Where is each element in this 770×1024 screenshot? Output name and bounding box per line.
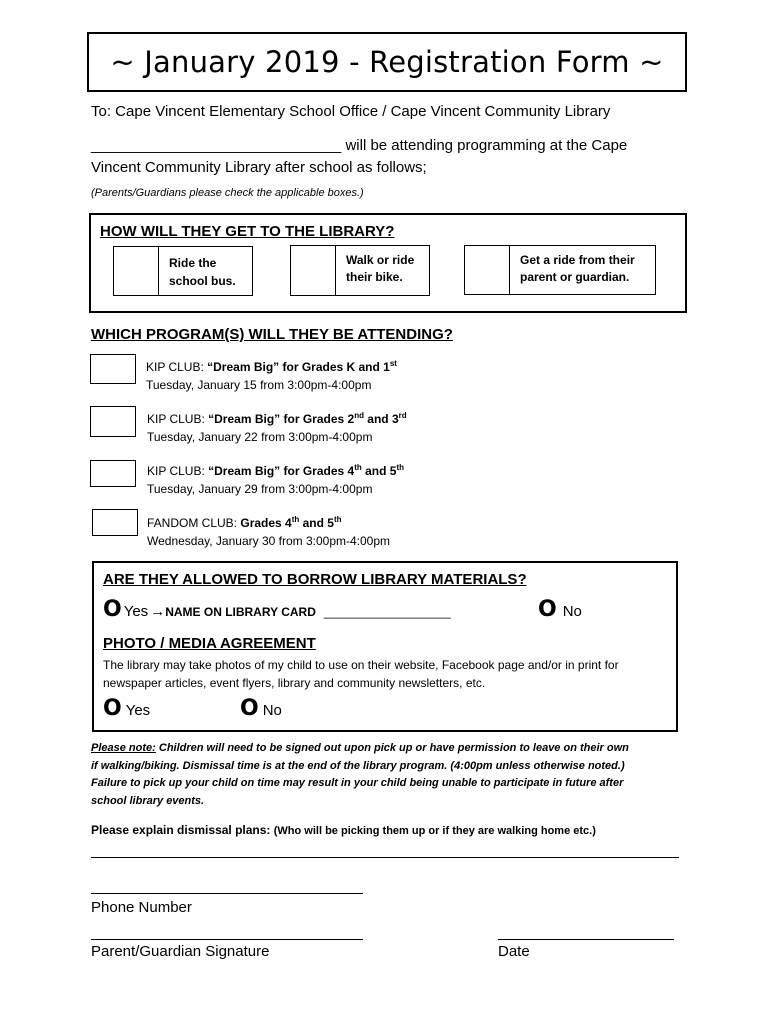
programs-heading: WHICH PROGRAM(S) WILL THEY BE ATTENDING? xyxy=(91,326,453,343)
page-title: ~ January 2019 - Registration Form ~ xyxy=(110,45,664,79)
transport-heading: HOW WILL THEY GET TO THE LIBRARY? xyxy=(100,223,395,240)
program-item-4: FANDOM CLUB: Grades 4th and 5th Wednesday, January 30 from 3:00pm-4:00pm xyxy=(147,515,391,548)
borrow-no-row xyxy=(538,597,582,622)
program-date-3: Tuesday, January 29 from 3:00pm-4:00pm xyxy=(147,482,373,496)
signature-label: Parent/Guardian Signature xyxy=(91,943,270,960)
dismissal-note: Please note: Children will need to be signed out upon pick up or have permission to leave on their own if walking/biking. Dismissal time is at the end of the library program. (4:00pm unless otherwise noted.) Failure to pick up your child on time may result in your child being unable to participate in future after school library events. xyxy=(91,742,629,807)
photo-heading: PHOTO / MEDIA AGREEMENT xyxy=(103,635,316,652)
program-checkbox-4[interactable] xyxy=(92,509,138,536)
program-checkbox-1[interactable] xyxy=(90,354,136,384)
program-item-1: KIP CLUB: “Dream Big” for Grades K and 1st Tuesday, January 15 from 3:00pm-4:00pm xyxy=(146,359,397,392)
bus-label-2: school bus. xyxy=(169,274,236,288)
date-line[interactable] xyxy=(498,939,674,940)
program-checkbox-2[interactable] xyxy=(90,406,136,437)
photo-no-radio[interactable]: O xyxy=(240,696,259,721)
to-line: To: Cape Vincent Elementary School Office / Cape Vincent Community Library xyxy=(91,103,611,120)
dismissal-hint: (Who will be picking them up or if they are walking home etc.) xyxy=(273,825,596,837)
borrow-no-label: No xyxy=(562,603,582,620)
borrow-heading: ARE THEY ALLOWED TO BORROW LIBRARY MATERIALS? xyxy=(103,571,527,588)
photo-yes-label: Yes xyxy=(125,702,151,719)
phone-label: Phone Number xyxy=(91,899,192,916)
photo-no-label: No xyxy=(262,702,282,719)
card-name-label: NAME ON LIBRARY CARD xyxy=(165,605,316,619)
walk-checkbox[interactable] xyxy=(290,245,336,296)
transport-option-bus xyxy=(113,246,253,296)
child-name-blank[interactable]: ______________________________ xyxy=(91,137,342,154)
ride-label-2: parent or guardian. xyxy=(520,270,630,284)
bus-label-1: Ride the xyxy=(169,256,217,270)
transport-option-ride xyxy=(464,245,656,295)
dismissal-plans-line[interactable] xyxy=(91,857,679,858)
note-label: Please note: xyxy=(91,742,156,754)
borrow-no-radio[interactable]: O xyxy=(538,597,557,622)
attending-text: will be attending programming at the Cape xyxy=(341,137,628,154)
attending-line-1 xyxy=(91,137,681,154)
program-item-3: KIP CLUB: “Dream Big” for Grades 4th and 5th Tuesday, January 29 from 3:00pm-4:00pm xyxy=(147,463,404,496)
dismissal-label: Please explain dismissal plans: xyxy=(91,823,274,837)
program-checkbox-3[interactable] xyxy=(90,460,136,487)
borrow-yes-radio[interactable]: O xyxy=(103,597,122,622)
bus-checkbox[interactable] xyxy=(113,246,159,296)
borrow-yes-label: Yes xyxy=(123,603,149,620)
card-name-blank[interactable]: ___________________ xyxy=(323,605,451,619)
arrow-right-icon: → xyxy=(150,603,166,620)
dismissal-plans-row xyxy=(91,821,596,839)
phone-line[interactable] xyxy=(91,893,363,894)
program-date-4: Wednesday, January 30 from 3:00pm-4:00pm xyxy=(147,534,391,548)
photo-yes-radio[interactable]: O xyxy=(103,696,122,721)
photo-no-row xyxy=(240,696,282,721)
date-label: Date xyxy=(498,943,530,960)
attending-line-2: Vincent Community Library after school as follows; xyxy=(91,159,427,176)
ride-checkbox[interactable] xyxy=(464,245,510,295)
parents-note: (Parents/Guardians please check the applicable boxes.) xyxy=(91,187,364,199)
program-date-1: Tuesday, January 15 from 3:00pm-4:00pm xyxy=(146,378,372,392)
program-item-2: KIP CLUB: “Dream Big” for Grades 2nd and 3rd Tuesday, January 22 from 3:00pm-4:00pm xyxy=(147,411,407,444)
photo-yes-row xyxy=(103,696,150,721)
title-box xyxy=(87,32,687,92)
transport-option-walk xyxy=(290,245,430,296)
walk-label-2: their bike. xyxy=(346,270,403,284)
walk-label-1: Walk or ride xyxy=(346,253,415,267)
photo-text: The library may take photos of my child to use on their website, Facebook page and/or in print for newspaper articles, event flyers, library and community newsletters, etc. xyxy=(103,658,619,690)
borrow-yes-row xyxy=(103,597,451,622)
program-date-2: Tuesday, January 22 from 3:00pm-4:00pm xyxy=(147,430,373,444)
signature-line[interactable] xyxy=(91,939,363,940)
ride-label-1: Get a ride from their xyxy=(520,253,635,267)
